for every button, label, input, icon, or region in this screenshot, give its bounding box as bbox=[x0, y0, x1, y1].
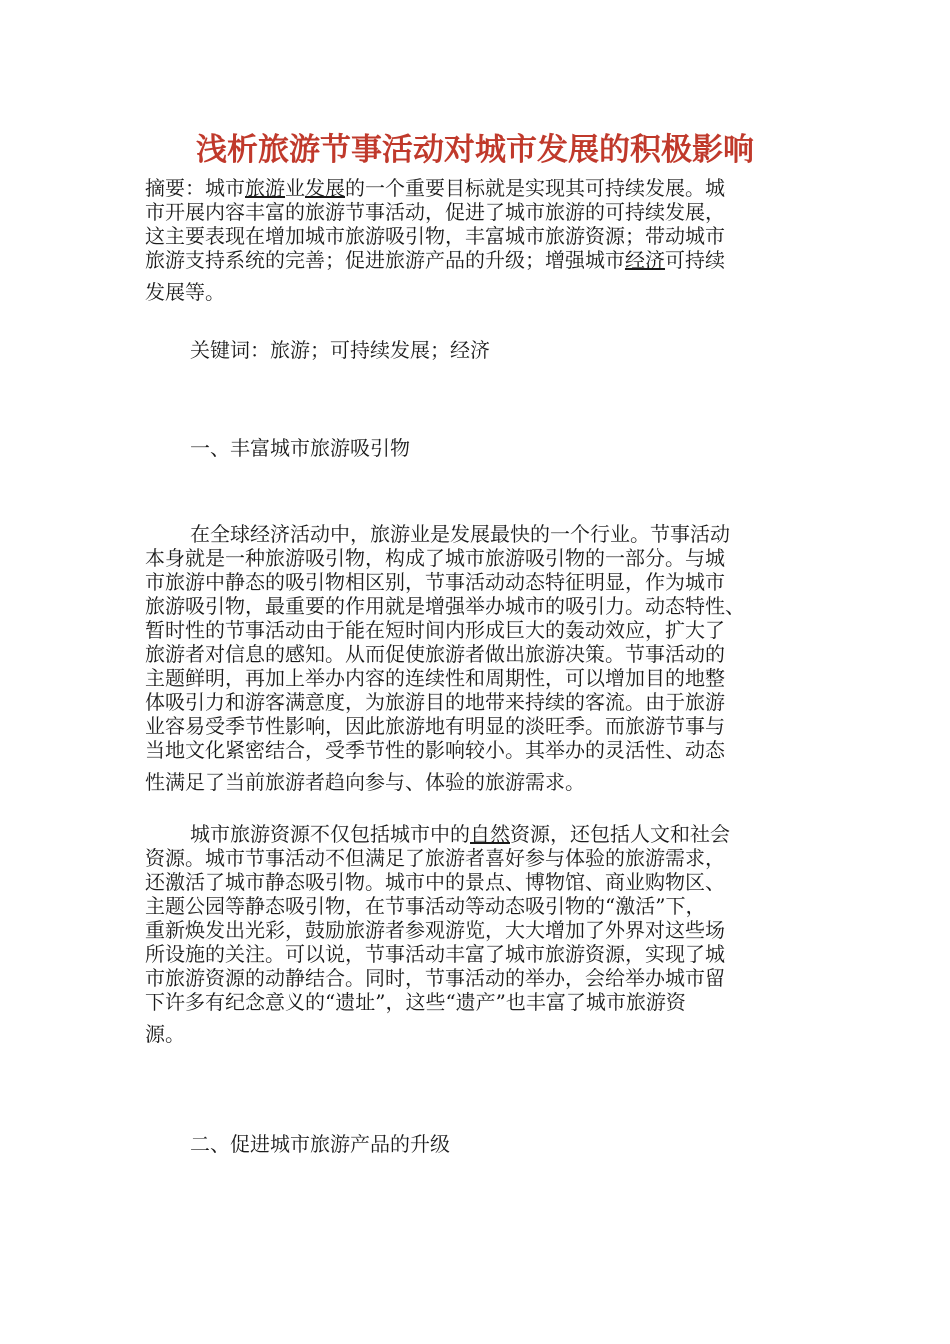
abstract-text: 可持续 bbox=[665, 248, 725, 272]
para2-line bbox=[145, 822, 810, 846]
para2-text: 资源，还包括人文和社会 bbox=[510, 822, 730, 846]
link-economy[interactable]: 经济 bbox=[625, 248, 665, 272]
para1-line: 当地文化紧密结合，受季节性的影响较小。其举办的灵活性、动态 bbox=[145, 738, 725, 762]
section-heading-1: 一、丰富城市旅游吸引物 bbox=[190, 436, 410, 460]
para2-line: 市旅游资源的动静结合。同时，节事活动的举办，会给举办城市留 bbox=[145, 966, 725, 990]
abstract-label: 摘要： bbox=[145, 176, 205, 200]
para1-line: 旅游吸引物，最重要的作用就是增强举办城市的吸引力。动态特性、 bbox=[145, 594, 745, 618]
paragraph-2 bbox=[145, 822, 810, 1046]
document-title: 浅析旅游节事活动对城市发展的积极影响 bbox=[196, 132, 754, 168]
para2-line: 资源。城市节事活动不但满足了旅游者喜好参与体验的旅游需求， bbox=[145, 846, 725, 870]
para1-line: 旅游者对信息的感知。从而促使旅游者做出旅游决策。节事活动的 bbox=[145, 642, 725, 666]
abstract-line-2: 市开展内容丰富的旅游节事活动，促进了城市旅游的可持续发展， bbox=[145, 200, 725, 224]
paragraph-1 bbox=[145, 522, 810, 794]
para2-line: 下许多有纪念意义的“遗址”，这些“遗产”也丰富了城市旅游资 bbox=[145, 990, 686, 1014]
para1-line: 业容易受季节性影响，因此旅游地有明显的淡旺季。而旅游节事与 bbox=[145, 714, 725, 738]
keywords: 关键词：旅游；可持续发展；经济 bbox=[190, 338, 490, 362]
para2-line: 所设施的关注。可以说，节事活动丰富了城市旅游资源，实现了城 bbox=[145, 942, 725, 966]
para1-line: 在全球经济活动中，旅游业是发展最快的一个行业。节事活动 bbox=[190, 522, 730, 546]
para2-line: 还激活了城市静态吸引物。城市中的景点、博物馆、商业购物区、 bbox=[145, 870, 725, 894]
para1-line: 本身就是一种旅游吸引物，构成了城市旅游吸引物的一部分。与城 bbox=[145, 546, 725, 570]
abstract-line-5: 发展等。 bbox=[145, 280, 225, 304]
link-development[interactable]: 发展 bbox=[305, 176, 345, 200]
para1-line: 性满足了当前旅游者趋向参与、体验的旅游需求。 bbox=[145, 770, 585, 794]
para2-line: 源。 bbox=[145, 1022, 185, 1046]
para2-text: 城市旅游资源不仅包括城市中的 bbox=[190, 822, 470, 846]
section-heading-2: 二、促进城市旅游产品的升级 bbox=[190, 1132, 450, 1156]
abstract-text: 的一个重要目标就是实现其可持续发展。城 bbox=[345, 176, 725, 200]
abstract-text: 城市 bbox=[205, 176, 245, 200]
abstract-text: 旅游支持系统的完善；促进旅游产品的升级；增强城市 bbox=[145, 248, 625, 272]
para1-line: 市旅游中静态的吸引物相区别，节事活动动态特征明显，作为城市 bbox=[145, 570, 725, 594]
link-tourism[interactable]: 旅游 bbox=[245, 176, 285, 200]
abstract-line-3: 这主要表现在增加城市旅游吸引物，丰富城市旅游资源；带动城市 bbox=[145, 224, 725, 248]
abstract bbox=[145, 176, 810, 304]
abstract-line-1 bbox=[145, 176, 810, 200]
para1-line: 暂时性的节事活动由于能在短时间内形成巨大的轰动效应，扩大了 bbox=[145, 618, 725, 642]
abstract-line-4 bbox=[145, 248, 810, 272]
para2-line: 主题公园等静态吸引物，在节事活动等动态吸引物的“激活”下， bbox=[145, 894, 706, 918]
abstract-text: 业 bbox=[285, 176, 305, 200]
para2-line: 重新焕发出光彩，鼓励旅游者参观游览，大大增加了外界对这些场 bbox=[145, 918, 725, 942]
link-nature[interactable]: 自然 bbox=[470, 822, 510, 846]
para1-line: 主题鲜明，再加上举办内容的连续性和周期性，可以增加目的地整 bbox=[145, 666, 725, 690]
para1-line: 体吸引力和游客满意度，为旅游目的地带来持续的客流。由于旅游 bbox=[145, 690, 725, 714]
